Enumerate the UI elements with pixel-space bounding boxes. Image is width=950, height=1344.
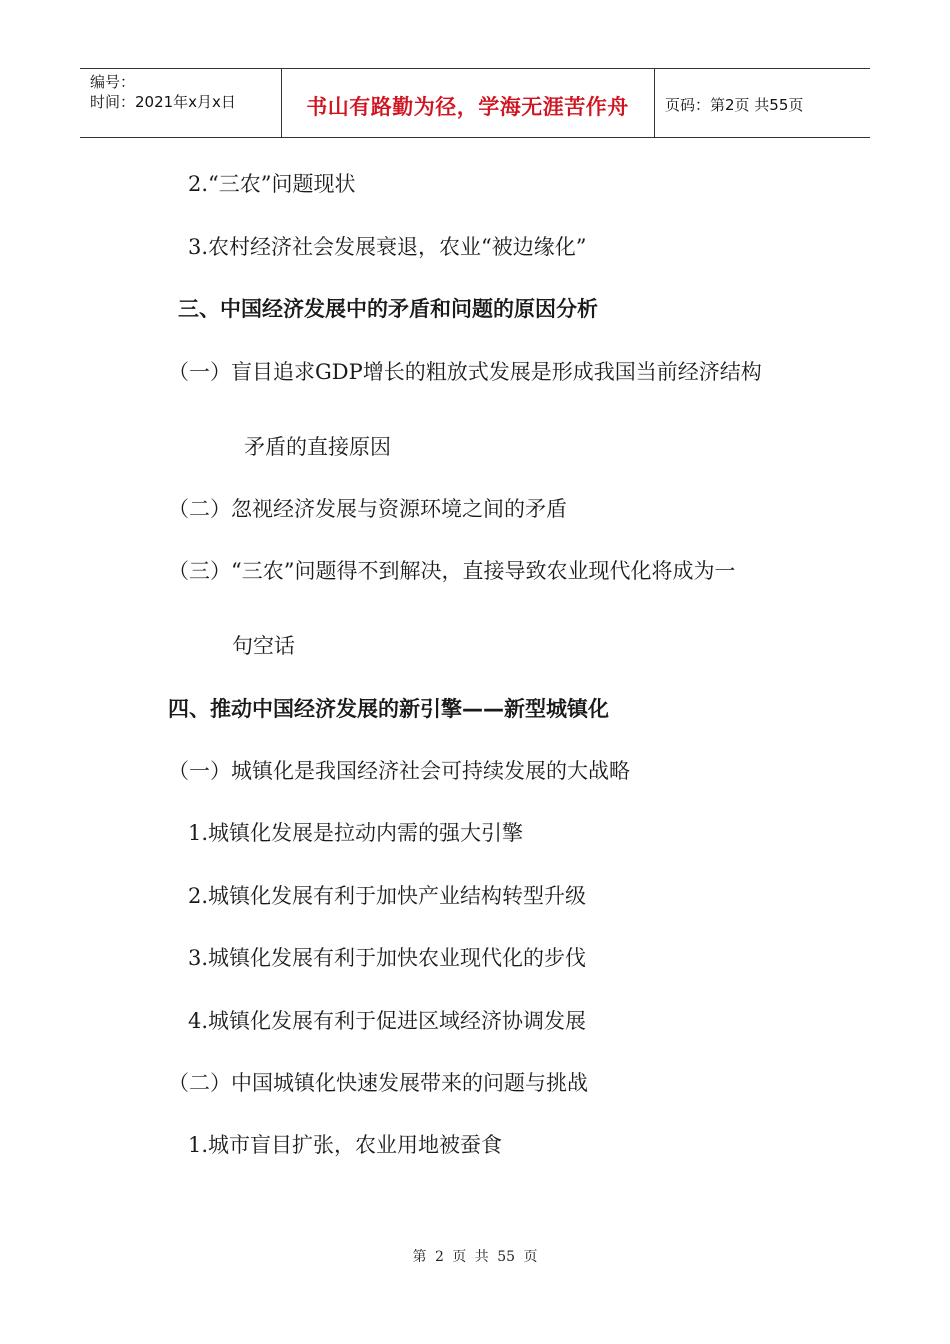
header-page-label: 页码：第2页 共55页	[665, 96, 804, 114]
section-heading: 四、推动中国经济发展的新引擎——新型城镇化	[168, 697, 609, 721]
document-code-label: 编号：	[90, 73, 136, 91]
page-footer: 第 2 页 共 55 页	[412, 1249, 538, 1265]
outline-item-continuation: 句空话	[232, 634, 295, 658]
subitem-line: 1.城镇化发展是拉动内需的强大引擎	[188, 821, 524, 845]
header-motto-cell	[281, 69, 655, 137]
section-heading: 三、中国经济发展中的矛盾和问题的原因分析	[178, 297, 598, 321]
subitem-line: 1.城市盲目扩张，农业用地被蚕食	[188, 1133, 503, 1157]
header-motto: 书山有路勤为径，学海无涯苦作舟	[306, 95, 629, 119]
subitem-line: 3.农村经济社会发展衰退，农业“被边缘化”	[188, 235, 587, 259]
document-header	[80, 68, 870, 138]
subitem-line: 2.“三农”问题现状	[188, 172, 356, 196]
outline-item: （一）城镇化是我国经济社会可持续发展的大战略	[168, 759, 630, 783]
subitem-line: 2.城镇化发展有利于加快产业结构转型升级	[188, 884, 587, 908]
outline-item: （二）中国城镇化快速发展带来的问题与挑战	[168, 1071, 588, 1095]
header-meta-cell	[80, 69, 282, 137]
outline-item: （二）忽视经济发展与资源环境之间的矛盾	[168, 497, 567, 521]
document-date-label: 时间：2021年x月x日	[90, 93, 236, 111]
header-page-cell	[655, 69, 870, 137]
subitem-line: 3.城镇化发展有利于加快农业现代化的步伐	[188, 946, 587, 970]
outline-item: （一）盲目追求GDP增长的粗放式发展是形成我国当前经济结构	[168, 360, 762, 384]
outline-item-continuation: 矛盾的直接原因	[244, 435, 391, 459]
subitem-line: 4.城镇化发展有利于促进区域经济协调发展	[188, 1009, 587, 1033]
outline-item: （三）“三农”问题得不到解决，直接导致农业现代化将成为一	[168, 559, 736, 583]
